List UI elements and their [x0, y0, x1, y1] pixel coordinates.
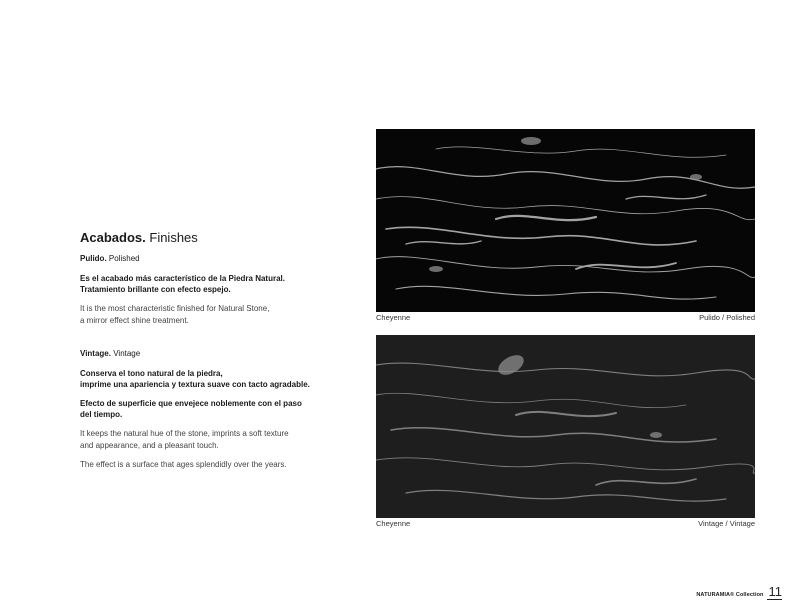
- section-title-es: Acabados.: [80, 230, 146, 245]
- stone-name-vintage: Cheyenne: [376, 519, 411, 528]
- vintage-text-es-2: Efecto de superficie que envejece noblemente con el paso del tiempo.: [80, 399, 302, 419]
- caption-polished: [376, 313, 755, 322]
- vintage-text-en-2: The effect is a surface that ages splendidly over the years.: [80, 460, 287, 469]
- vintage-label-es: Vintage.: [80, 349, 111, 358]
- page-footer: [696, 585, 782, 600]
- page-number: 11: [768, 584, 782, 599]
- caption-vintage: [376, 519, 755, 528]
- stone-name-polished: Cheyenne: [376, 313, 411, 322]
- vintage-text-es-1: Conserva el tono natural de la piedra, imprime una apariencia y textura suave con tacto agradable.: [80, 369, 310, 389]
- marble-texture-polished: [376, 129, 755, 312]
- stone-image-polished: [376, 129, 755, 312]
- polished-label-es: Pulido.: [80, 254, 107, 263]
- finish-label-vintage: Vintage / Vintage: [698, 519, 755, 528]
- vintage-text-en-1: It keeps the natural hue of the stone, imprints a soft texture and appearance, and a pleasant touch.: [80, 429, 289, 450]
- polished-text-en: It is the most characteristic finished for Natural Stone, a mirror effect shine treatment.: [80, 304, 270, 325]
- finishes-section: [80, 230, 330, 479]
- polished-label-en: Polished: [108, 254, 140, 263]
- marble-texture-vintage: [376, 335, 755, 518]
- brand-name: NATURAMIA® Collection: [696, 592, 764, 598]
- section-title: [80, 230, 330, 245]
- polished-text-es: Es el acabado más característico de la Piedra Natural. Tratamiento brillante con efecto espejo.: [80, 274, 285, 294]
- polished-heading: [80, 253, 330, 264]
- stone-image-vintage: [376, 335, 755, 518]
- vintage-heading: [80, 348, 330, 359]
- section-title-en: Finishes: [149, 230, 198, 245]
- finish-label-polished: Pulido / Polished: [699, 313, 755, 322]
- vintage-label-en: Vintage: [113, 349, 141, 358]
